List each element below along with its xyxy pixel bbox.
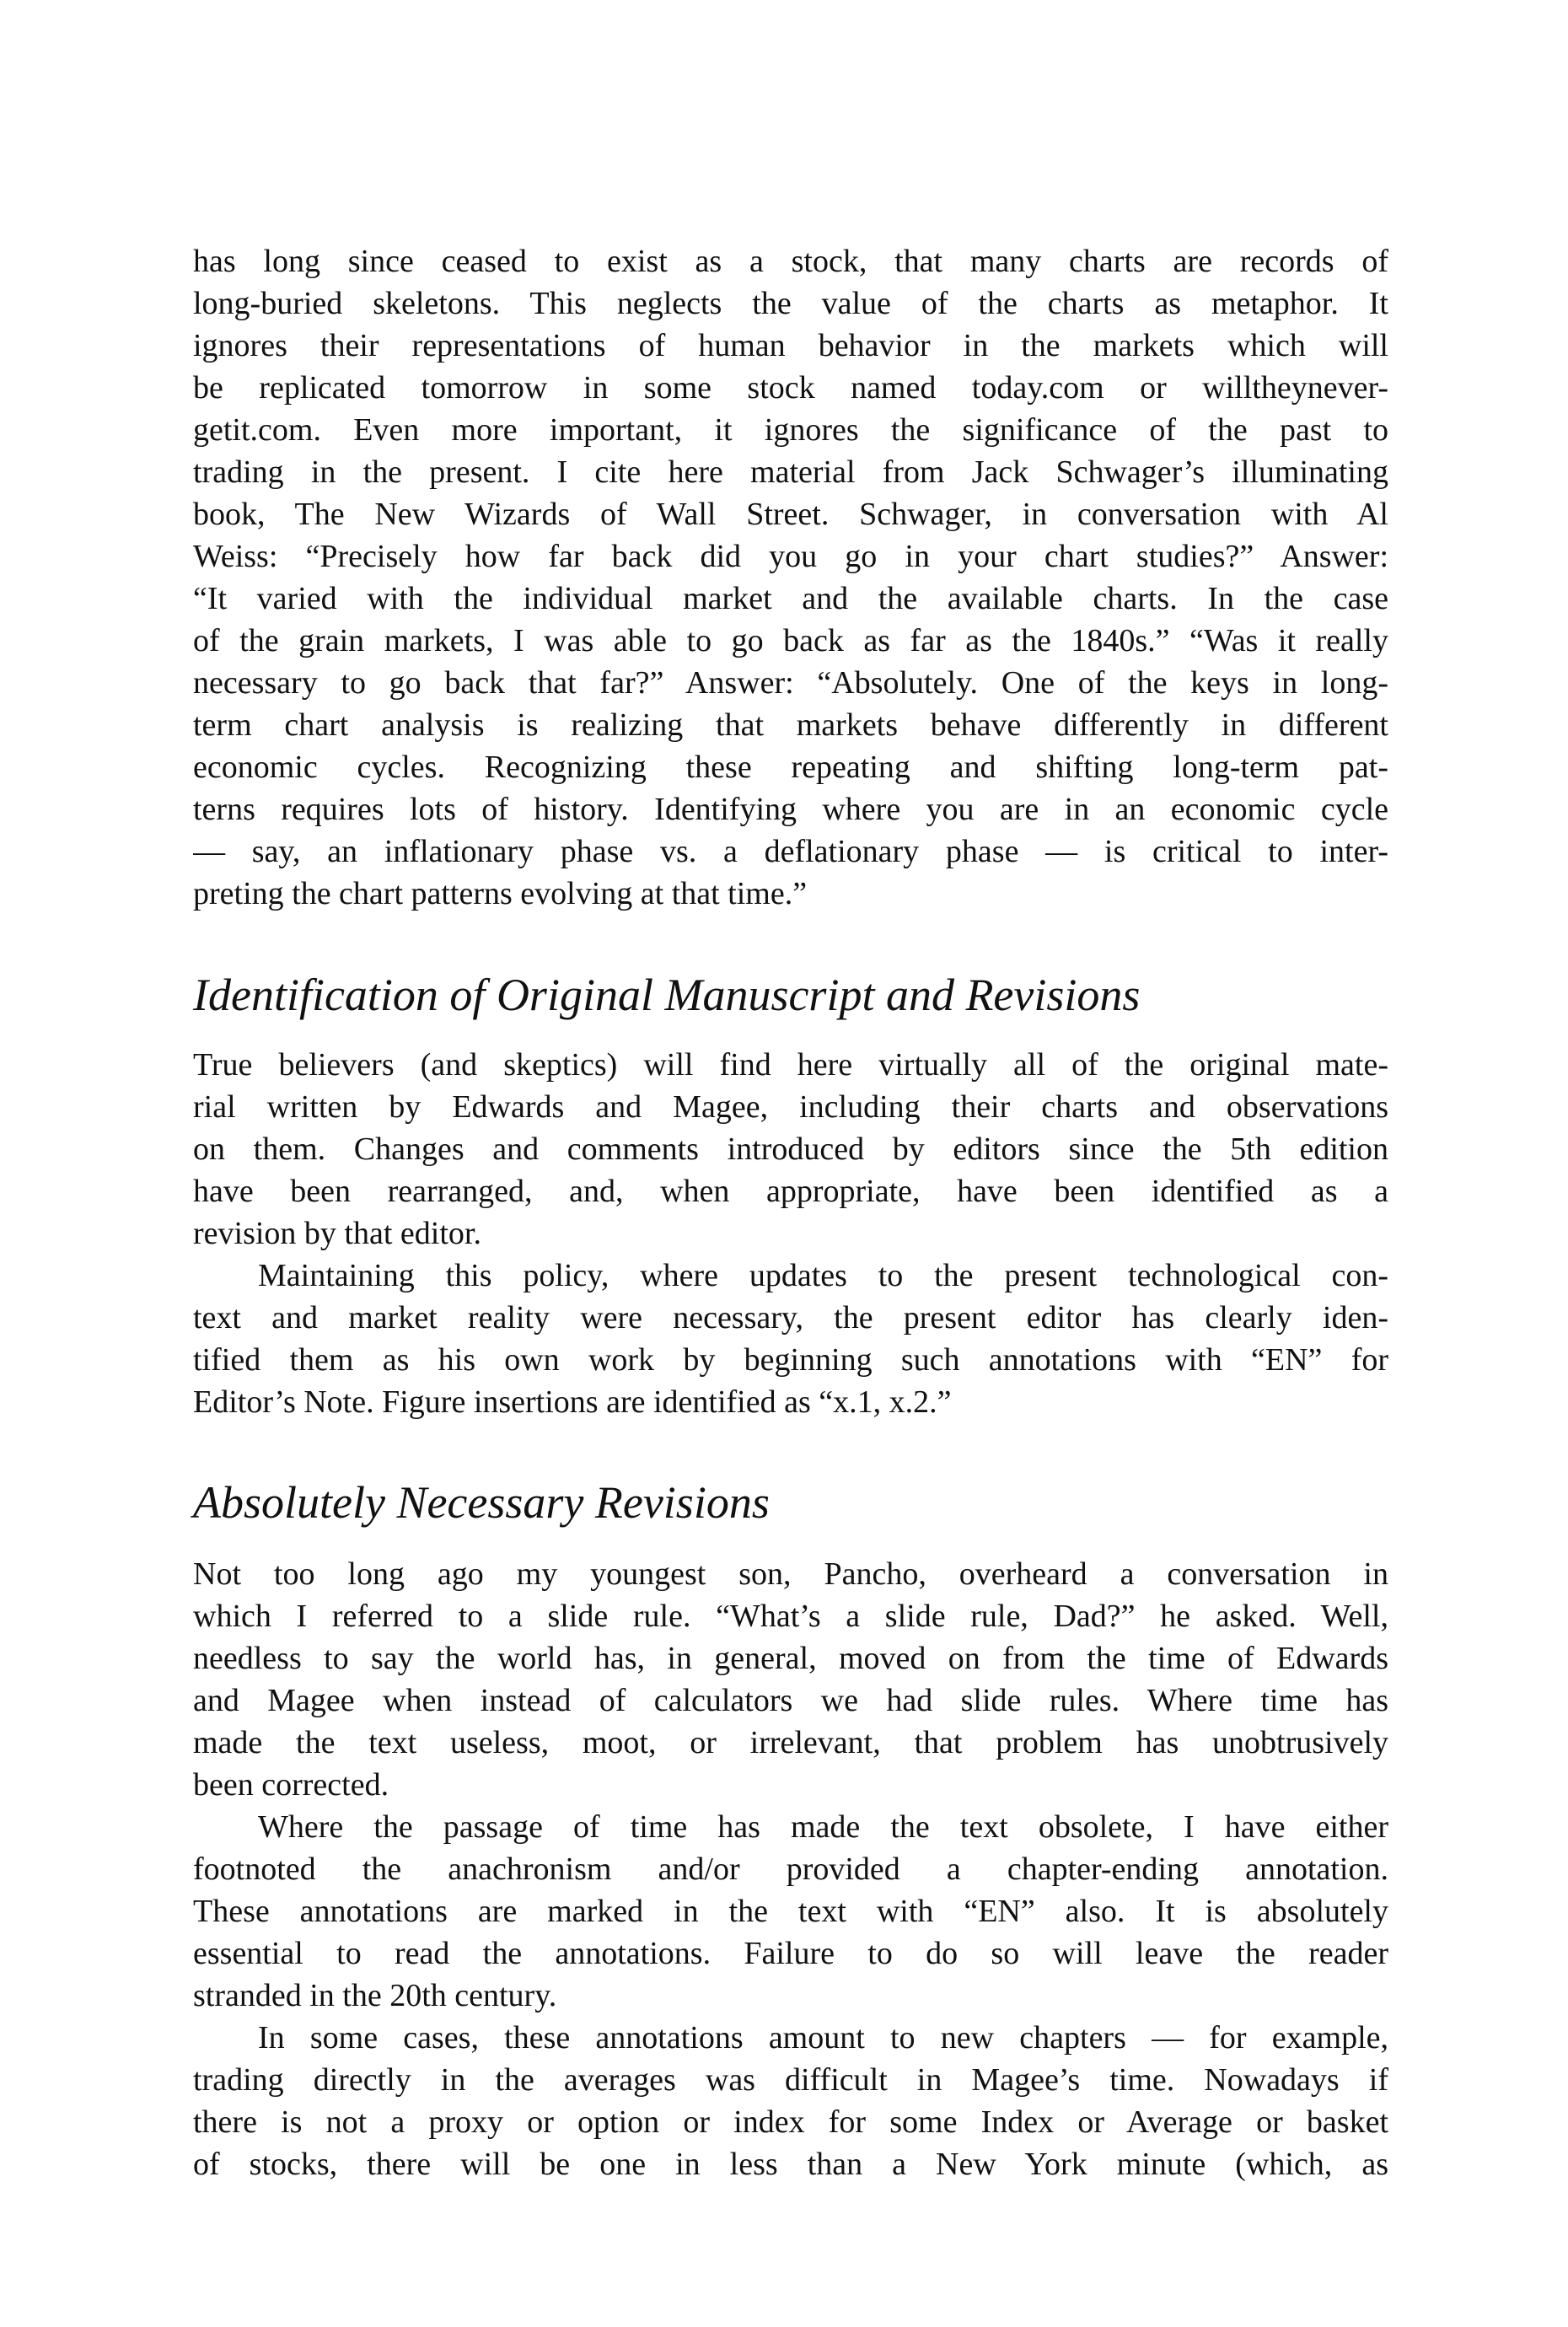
text-line: These annotations are marked in the text with “EN” also. It is absolutely: [193, 1894, 1388, 1929]
text-line: of stocks, there will be one in less than a New York minute (which, as: [193, 2147, 1388, 2182]
text-line: text and market reality were necessary, the present editor has clearly iden-: [193, 1300, 1388, 1335]
text-line: ignores their representations of human behavior in the markets which will: [193, 328, 1388, 363]
text-line: footnoted the anachronism and/or provided a chapter-ending annotation.: [193, 1851, 1388, 1887]
text-line: essential to read the annotations. Failure to do so will leave the reader: [193, 1936, 1388, 1971]
text-line: In some cases, these annotations amount to new chapters — for example,: [258, 2020, 1388, 2056]
text-line: and Magee when instead of calculators we had slide rules. Where time has: [193, 1683, 1388, 1718]
text-line: economic cycles. Recognizing these repeating and shifting long-term pat-: [193, 750, 1388, 785]
text-line: revision by that editor.: [193, 1216, 481, 1251]
text-line: which I referred to a slide rule. “What’s a slide rule, Dad?” he asked. Well,: [193, 1599, 1388, 1634]
text-line: Weiss: “Precisely how far back did you go in your chart studies?” Answer:: [193, 539, 1388, 574]
text-line: long-buried skeletons. This neglects the value of the charts as metaphor. It: [193, 286, 1388, 321]
text-line: been corrected.: [193, 1767, 389, 1803]
text-line: has long since ceased to exist as a stock, that many charts are records of: [193, 244, 1388, 279]
text-line: trading in the present. I cite here material from Jack Schwager’s illuminating: [193, 454, 1388, 490]
text-line: Editor’s Note. Figure insertions are identified as “x.1, x.2.”: [193, 1384, 952, 1420]
text-line: necessary to go back that far?” Answer: “Absolutely. One of the keys in long-: [193, 665, 1388, 701]
text-line: made the text useless, moot, or irrelevant, that problem has unobtrusively: [193, 1725, 1388, 1760]
text-line: Maintaining this policy, where updates to the present technological con-: [258, 1258, 1388, 1293]
text-line: be replicated tomorrow in some stock named today.com or willtheynever-: [193, 370, 1388, 406]
text-line: Where the passage of time has made the text obsolete, I have either: [258, 1809, 1388, 1845]
text-line: of the grain markets, I was able to go back as far as the 1840s.” “Was it really: [193, 623, 1388, 658]
text-line: on them. Changes and comments introduced by editors since the 5th edition: [193, 1131, 1388, 1167]
text-line: stranded in the 20th century.: [193, 1978, 557, 2013]
text-line: needless to say the world has, in general, moved on from the time of Edwards: [193, 1641, 1388, 1676]
text-line: have been rearranged, and, when appropriate, have been identified as a: [193, 1174, 1388, 1209]
text-line: trading directly in the averages was difficult in Magee’s time. Nowadays if: [193, 2062, 1388, 2098]
text-line: rial written by Edwards and Magee, including their charts and observations: [193, 1089, 1388, 1125]
text-line: — say, an inflationary phase vs. a deflationary phase — is critical to inter-: [193, 834, 1388, 869]
text-line: book, The New Wizards of Wall Street. Schwager, in conversation with Al: [193, 497, 1388, 532]
text-line: getit.com. Even more important, it ignores the significance of the past to: [193, 412, 1388, 448]
text-line: terns requires lots of history. Identifying where you are in an economic cycle: [193, 792, 1388, 827]
section-heading: Absolutely Necessary Revisions: [193, 1477, 770, 1528]
text-line: preting the chart patterns evolving at that time.”: [193, 876, 808, 911]
text-line: True believers (and skeptics) will find here virtually all of the original mate-: [193, 1047, 1388, 1083]
text-line: there is not a proxy or option or index for some Index or Average or basket: [193, 2104, 1388, 2140]
text-line: tified them as his own work by beginning such annotations with “EN” for: [193, 1342, 1388, 1378]
section-heading: Identification of Original Manuscript and Revisions: [193, 970, 1141, 1020]
text-line: term chart analysis is realizing that markets behave differently in different: [193, 707, 1388, 743]
text-line: Not too long ago my youngest son, Pancho, overheard a conversation in: [193, 1556, 1388, 1592]
text-line: “It varied with the individual market and the available charts. In the case: [193, 581, 1388, 616]
